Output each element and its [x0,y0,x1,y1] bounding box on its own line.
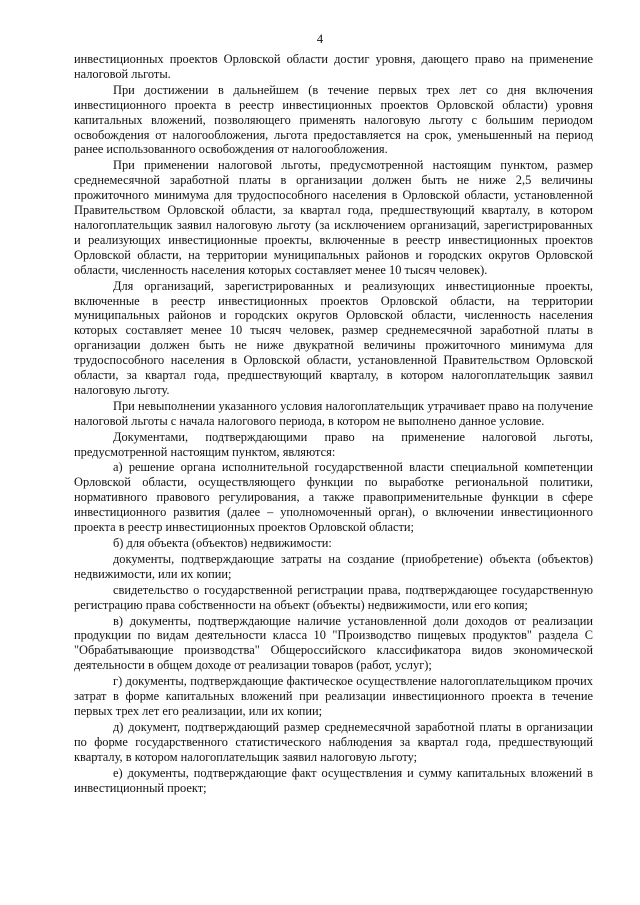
document-body [74,52,593,795]
paragraph: е) документы, подтверждающие факт осуществления и сумму капитальных вложений в инвестиционный проект; [74,765,593,795]
paragraph: а) решение органа исполнительной государственной власти специальной компетенции Орловской области, осуществляющего функции по выработке региональной политики, нормативного правового регулирования, а также правоприменительные функции в сфере инвестиционного развития (далее – уполномоченный орган), о включении инвестиционного проекта в реестр инвестиционных проектов Орловской области; [74,460,593,535]
paragraph: При невыполнении указанного условия налогоплательщик утрачивает право на получение налоговой льготы с начала налогового периода, в котором не выполнено данное условие. [74,398,593,428]
paragraph: При достижении в дальнейшем (в течение первых трех лет со дня включения инвестиционного проекта в реестр инвестиционных проектов Орловской области) уровня капитальных вложений, позволяющего применять налоговую льготу с большим периодом освобождения от налогообложения, льгота предоставляется на срок, уменьшенный на период ранее использованного освобождения от налогообложения. [74,82,593,157]
page-number: 4 [316,32,324,46]
paragraph: При применении налоговой льготы, предусмотренной настоящим пунктом, размер среднемесячной заработной платы в организации должен быть не ниже 2,5 величины прожиточного минимума для трудоспособного населения в Орловской области, установленной Правительством Орловской области, за квартал года, предшествующий кварталу, в котором налогоплательщик заявил налоговую льготу (за исключением организаций, зарегистрированных и реализующих инвестиционные проекты, включенные в реестр инвестиционных проектов Орловской области, на территории муниципальных районов и городских округов Орловской области, численность населения которых составляет менее 10 тысяч человек). [74,158,593,277]
paragraph: документы, подтверждающие затраты на создание (приобретение) объекта (объектов) недвижимости, или их копии; [74,551,593,581]
paragraph: Для организаций, зарегистрированных и реализующих инвестиционные проекты, включенные в реестр инвестиционных проектов Орловской области, на территории муниципальных районов и городских округов Орловской области, численность населения которых составляет менее 10 тысяч человек, размер среднемесячной заработной платы в организации должен быть не ниже двукратной величины прожиточного минимума для трудоспособного населения в Орловской области, установленной Правительством Орловской области, за квартал года, предшествующий кварталу, в котором налогоплательщик заявил налоговую льготу. [74,278,593,397]
paragraph: Документами, подтверждающими право на применение налоговой льготы, предусмотренной настоящим пунктом, являются: [74,429,593,459]
paragraph: д) документ, подтверждающий размер среднемесячной заработной платы в организации по форме государственного статистического наблюдения за квартал года, предшествующий кварталу, в котором налогоплательщик заявил налоговую льготу; [74,719,593,764]
paragraph: б) для объекта (объектов) недвижимости: [113,536,332,550]
paragraph: в) документы, подтверждающие наличие установленной доли доходов от реализации продукции по видам деятельности класса 10 "Производство пищевых продуктов" раздела С "Обрабатывающие производства" Общероссийского классификатора видов экономической деятельности в общем доходе от реализации товаров (работ, услуг); [74,613,593,673]
paragraph: свидетельство о государственной регистрации права, подтверждающее государственную регистрацию права собственности на объект (объекты) недвижимости, или его копия; [74,582,593,612]
paragraph: инвестиционных проектов Орловской области достиг уровня, дающего право на применение налоговой льготы. [74,52,593,81]
paragraph: г) документы, подтверждающие фактическое осуществление налогоплательщиком прочих затрат в форме капитальных вложений при реализации инвестиционного проекта в течение первых трех лет его реализации, или их копии; [74,674,593,718]
